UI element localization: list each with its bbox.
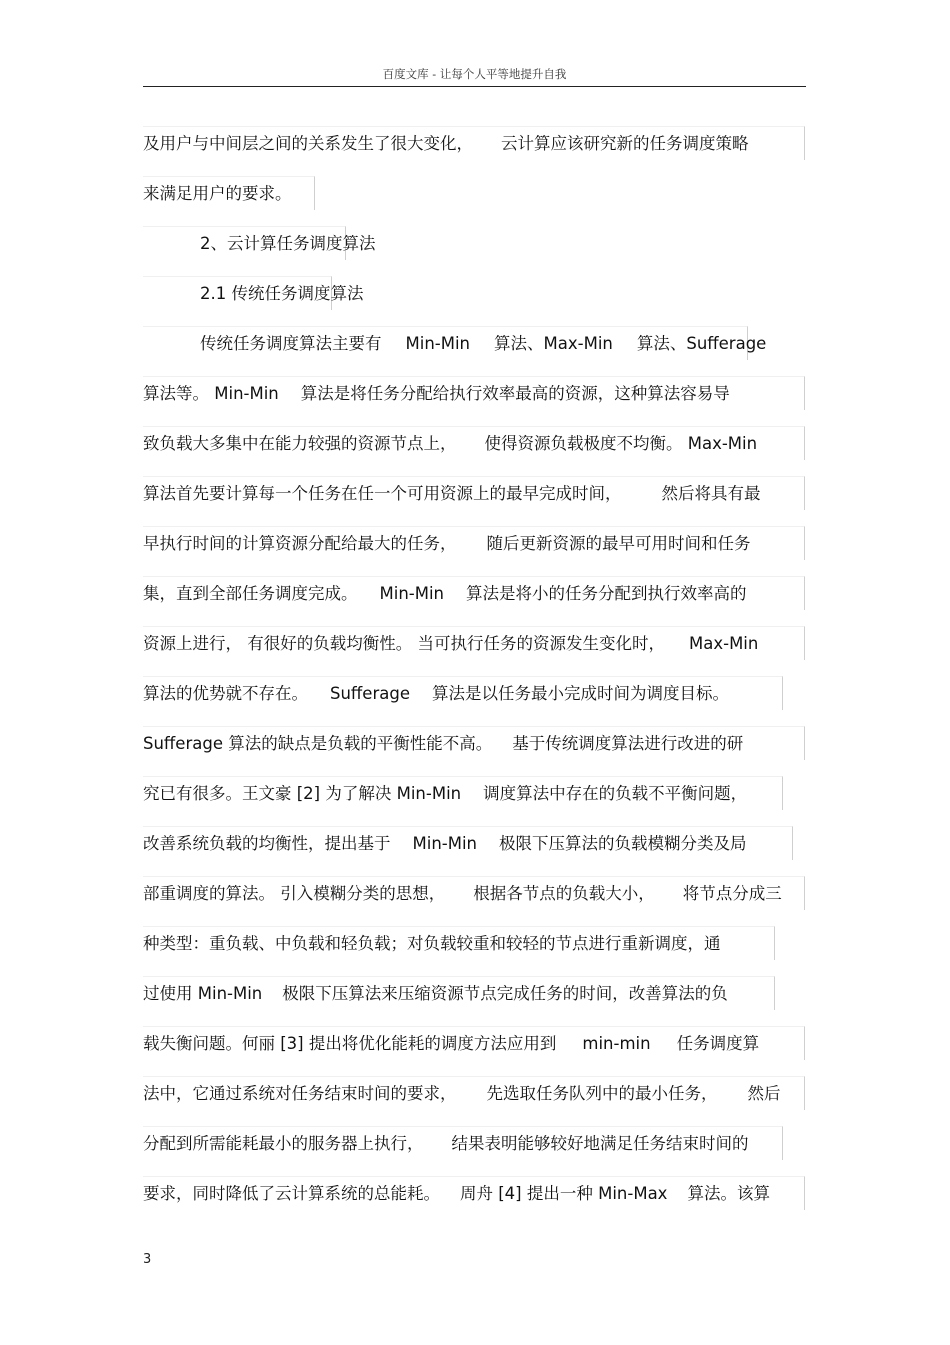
text-segment: 调度算法中存在的负载不平衡问题， [483,784,748,803]
text-segment: 使得资源负载极度不均衡。 Max-Min [484,434,758,453]
text-segment: 然后将具有最 [661,484,761,503]
text-line [143,926,775,960]
text-segment: 随后更新资源的最早可用时间和任务 [486,534,751,553]
text-segment: 究已有很多。王文豪 [2] 为了解决 Min-Min [143,784,462,803]
text-line [143,1176,805,1210]
text-line [143,826,793,860]
text-segment: 2、云计算任务调度算法 [200,234,376,253]
text-segment: 集，直到全部任务调度完成。 [143,584,358,603]
text-segment: 来满足用户的要求。 [143,184,292,203]
text-segment: 改善系统负载的均衡性，提出基于 [143,834,391,853]
text-segment: 要求，同时降低了云计算系统的总能耗。 [143,1184,440,1203]
text-segment: 致负载大多集中在能力较强的资源节点上， [143,434,457,453]
text-line [143,276,364,310]
text-segment: 算法等。 Min-Min [143,384,279,403]
text-segment: 算法、Max-Min [494,334,613,353]
text-segment: 部重调度的算法。 引入模糊分类的思想， [143,884,446,903]
text-segment: 种类型：重负载、中负载和轻负载；对负载较重和较轻的节点进行重新调度，通 [143,934,721,953]
text-segment: 分配到所需能耗最小的服务器上执行， [143,1134,424,1153]
text-line [143,876,805,910]
text-segment: Max-Min [689,634,759,653]
text-segment: Sufferage 算法的缺点是负载的平衡性能不高。 [143,734,493,753]
text-segment: 将节点分成三 [682,884,782,903]
text-segment: 极限下压算法来压缩资源节点完成任务的时间，改善算法的负 [282,984,728,1003]
text-segment: 算法是以任务最小完成时间为调度目标。 [431,684,729,703]
text-segment: Min-Min [405,334,471,353]
text-line [143,776,783,810]
text-segment: min-min [582,1034,651,1053]
text-line [143,1076,805,1110]
text-segment: 极限下压算法的负载模糊分类及局 [499,834,747,853]
text-line [143,626,805,660]
text-segment: 2.1 传统任务调度算法 [200,284,364,303]
text-segment: 过使用 Min-Min [143,984,263,1003]
text-segment: Sufferage [330,684,410,703]
text-line [143,226,376,260]
text-line [143,126,805,160]
text-segment: Min-Min [379,584,445,603]
text-segment: 算法。该算 [687,1184,770,1203]
text-line [143,1126,783,1160]
text-segment: 任务调度算 [676,1034,760,1053]
text-segment: Min-Min [412,834,478,853]
text-segment: 先选取任务队列中的最小任务， [486,1084,718,1103]
text-line [143,376,805,410]
text-line [143,676,783,710]
text-line [143,426,805,460]
text-segment: 算法是将任务分配给执行效率最高的资源，这种算法容易导 [300,384,730,403]
text-line [143,1026,805,1060]
text-segment: 根据各节点的负载大小， [473,884,655,903]
text-segment: 算法首先要计算每一个任务在任一个可用资源上的最早完成时间， [143,484,622,503]
text-segment: 然后 [747,1084,781,1103]
text-segment: 法中，它通过系统对任务结束时间的要求， [143,1084,457,1103]
text-segment: 基于传统调度算法进行改进的研 [512,734,744,753]
text-line [143,476,805,510]
text-segment: 及用户与中间层之间的关系发生了很大变化， [143,134,473,153]
page-number: 3 [143,1252,152,1267]
text-segment: 算法是将小的任务分配到执行效率高的 [466,584,747,603]
text-line [143,176,315,210]
text-line [143,526,805,560]
text-segment: 周舟 [4] 提出一种 Min-Max [460,1184,668,1203]
text-segment: 传统任务调度算法主要有 [200,334,382,353]
text-segment: 算法的优势就不存在。 [143,684,308,703]
text-segment: 算法、Sufferage [636,334,767,353]
text-segment: 载失衡问题。何丽 [3] 提出将优化能耗的调度方法应用到 [143,1034,557,1053]
text-segment: 资源上进行， 有很好的负载均衡性。 当可执行任务的资源发生变化时， [143,634,665,653]
text-line [143,726,805,760]
text-line [143,326,767,360]
text-segment: 云计算应该研究新的任务调度策略 [501,134,749,153]
text-segment: 早执行时间的计算资源分配给最大的任务， [143,534,457,553]
page-header: 百度文库 - 让每个人平等地提升自我 [143,66,806,87]
text-segment: 结果表明能够较好地满足任务结束时间的 [451,1134,749,1153]
text-line [143,576,805,610]
text-line [143,976,775,1010]
